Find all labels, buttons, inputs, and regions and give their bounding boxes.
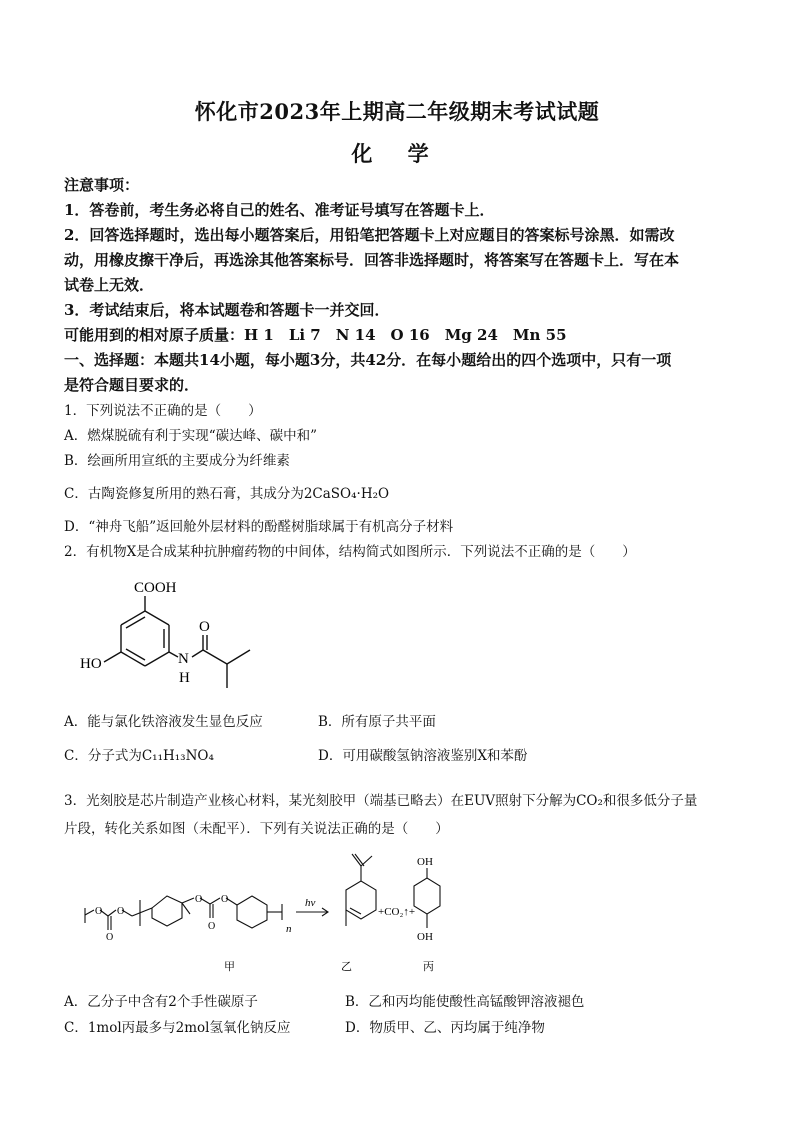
subject-title: 化 学 [351,141,443,166]
ring-bond [145,611,169,625]
section-1-heading-line-2: 是符合题目要求的． [64,376,200,394]
isopropyl-bond [203,650,227,664]
q3-option-a: A．乙分子中含有2个手性碳原子 [64,994,258,1010]
cyclohexane-ring [237,896,267,928]
n-label: N [178,651,189,667]
ho-label: HO [80,656,102,672]
q1-option-d: D．“神舟飞船”返回舱外层材料的酚醛树脂球属于有机高分子材料 [64,519,454,535]
o-label: O [221,894,229,905]
o-label: O [199,619,210,635]
polymer-bond [85,910,94,915]
nh-bond [169,652,178,657]
o-label: O [95,906,103,917]
cyclohexane-ring [152,896,182,926]
section-1-heading-line-1: 一、选择题：本题共14小题，每小题3分，共42分．在每小题给出的四个选项中，只有一项 [64,351,672,369]
ring-bond [145,652,169,666]
cyclohexene-ring [346,881,376,919]
q2-structure-diagram [72,578,272,703]
q1-option-a: A．燃煤脱硫有利于实现“碳达峰、碳中和” [64,428,318,444]
o-label: O [106,932,114,943]
q2-option-c: C．分子式为C₁₁H₁₃NO₄ [64,748,214,764]
o-label: O [208,921,216,932]
caption-bing: 丙 [423,961,434,973]
polymer-bond [210,898,220,904]
isopropenyl-bond [361,856,372,866]
polymer-bond [108,910,116,916]
q1-stem: 1．下列说法不正确的是（ ） [64,403,262,419]
q2-option-a: A．能与氯化铁溶液发生显色反应 [64,714,263,730]
h-label: H [179,670,190,686]
ring-bond [121,652,145,666]
polymer-bond [132,908,152,916]
q3-stem-line-1: 3．光刻胶是芯片制造产业核心材料，某光刻胶甲（端基已略去）在EUV照射下分解为CO₂和很多低分子量 [64,793,698,809]
notice-item-2-line-3: 试卷上无效． [64,276,155,294]
caption-yi: 乙 [341,961,352,973]
ring-double-bond [126,649,145,660]
atomic-mass-line: 可能用到的相对原子质量：H 1 Li 7 N 14 O 16 Mg 24 Mn 55 [64,326,567,344]
cooh-label: COOH [134,580,177,596]
co2-plus-label: +CO₂↑+ [378,906,416,918]
cyclohexane-ring [414,878,440,914]
q2-option-b: B．所有原子共平面 [318,714,436,730]
ring-double-bond [126,617,145,628]
ring-bond [121,611,145,625]
notice-item-3: 3．考试结束后，将本试题卷和答题卡一并交回． [64,301,390,319]
o-label: O [117,906,125,917]
oh-label-bottom: OH [417,931,433,943]
oh-label-top: OH [417,856,433,868]
notice-item-2-line-2: 动，用橡皮擦干净后，再选涂其他答案标号．回答非选择题时，将答案写在答题卡上．写在本 [64,251,680,269]
exam-title: 怀化市2023年上期高二年级期末考试试题 [194,99,600,124]
notice-item-1: 1．答卷前，考生务必将自己的姓名、准考证号填写在答题卡上． [64,201,495,219]
q3-reaction-scheme [82,848,462,978]
polymer-bond [182,898,194,903]
q3-option-c: C．1mol丙最多与2mol氢氧化钠反应 [64,1020,291,1036]
q2-stem: 2．有机物X是合成某种抗肿瘤药物的中间体，结构简式如图所示．下列说法不正确的是（ ） [64,544,636,560]
q3-option-d: D．物质甲、乙、丙均属于纯净物 [345,1020,545,1036]
q1-option-c: C．古陶瓷修复所用的熟石膏，其成分为2CaSO₄·H₂O [64,486,390,502]
methyl-bond [227,650,250,664]
q3-option-b: B．乙和丙均能使酸性高锰酸钾溶液褪色 [345,994,585,1010]
n-label: n [286,923,292,935]
q3-stem-line-2: 片段，转化关系如图（未配平）．下列有关说法正确的是（ ） [64,821,449,837]
q2-option-d: D．可用碳酸氢钠溶液鉴别X和苯酚 [318,748,528,764]
hv-label: hv [305,897,316,909]
methyl-bond [182,903,190,914]
oh-bond [104,652,121,662]
notice-item-2-line-1: 2．回答选择题时，选出每小题答案后，用铅笔把答题卡上对应题目的答案标号涂黑．如需改 [64,226,675,244]
notice-heading: 注意事项： [64,176,140,194]
amide-bond [192,650,203,657]
caption-jia: 甲 [224,961,235,973]
o-label: O [195,894,203,905]
q1-option-b: B．绘画所用宣纸的主要成分为纤维素 [64,453,290,469]
